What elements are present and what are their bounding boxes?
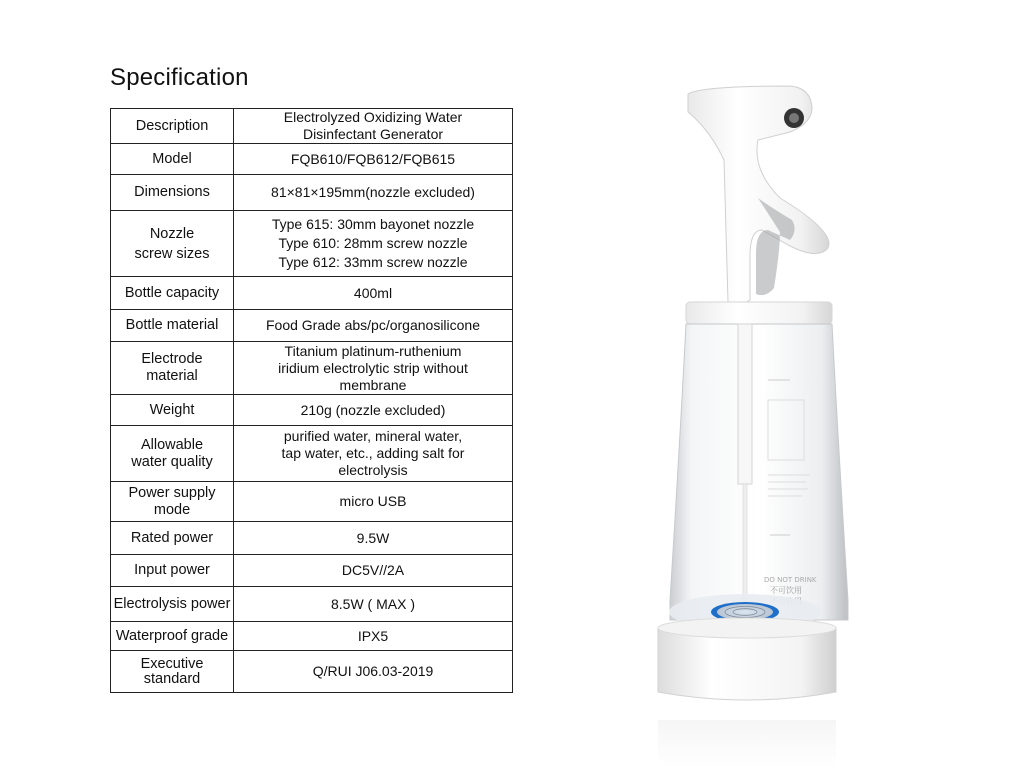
product-image [640,80,870,768]
bottle-warning-label: 不可饮用 [770,586,802,595]
spec-value: 210g (nozzle excluded) [234,395,513,426]
table-row [111,587,513,622]
spec-key: Waterproof grade [111,622,234,651]
spec-key: Bottle capacity [111,277,234,310]
page-title: Specification [110,64,249,91]
table-row [111,522,513,555]
spec-value: purified water, mineral water, tap water, etc., adding salt for electrolysis [234,426,513,482]
spec-value: 400ml [234,277,513,310]
spec-value: micro USB [234,482,513,522]
spec-value: IPX5 [234,622,513,651]
table-row [111,277,513,310]
spec-value: 9.5W [234,522,513,555]
spec-value: Type 615: 30mm bayonet nozzle Type 610: 28mm screw nozzle Type 612: 33mm screw nozzle [234,211,513,277]
spec-key: Electrolysis power [111,587,234,622]
table-row [111,482,513,522]
table-row [111,109,513,144]
spec-key: Electrode material [111,342,234,395]
table-row [111,555,513,587]
spec-value: Q/RUI J06.03-2019 [234,651,513,693]
table-row [111,622,513,651]
spec-key: Allowable water quality [111,426,234,482]
spec-value: 81×81×195mm(nozzle excluded) [234,175,513,211]
spec-key: Power supply mode [111,482,234,522]
spec-value: 8.5W ( MAX ) [234,587,513,622]
spec-value: Electrolyzed Oxidizing Water Disinfectant Generator [234,109,513,144]
spec-key: Nozzle screw sizes [111,211,234,277]
table-row [111,175,513,211]
spec-key: Model [111,144,234,175]
table-row [111,144,513,175]
spec-value: Food Grade abs/pc/organosilicone [234,310,513,342]
spec-key: Executive standard [111,651,234,693]
spec-key: Description [111,109,234,144]
table-row [111,342,513,395]
table-row [111,651,513,693]
table-row [111,426,513,482]
spec-value: Titanium platinum-ruthenium iridium electrolytic strip without membrane [234,342,513,395]
spec-key: Weight [111,395,234,426]
bottle-warning-label: DO NOT DRINK [764,576,817,584]
table-row [111,395,513,426]
spec-table [110,108,513,693]
spec-key: Input power [111,555,234,587]
table-row [111,211,513,277]
spec-value: FQB610/FQB612/FQB615 [234,144,513,175]
spec-key: Dimensions [111,175,234,211]
table-row [111,310,513,342]
spec-key: Bottle material [111,310,234,342]
spec-value: DC5V//2A [234,555,513,587]
spec-key: Rated power [111,522,234,555]
